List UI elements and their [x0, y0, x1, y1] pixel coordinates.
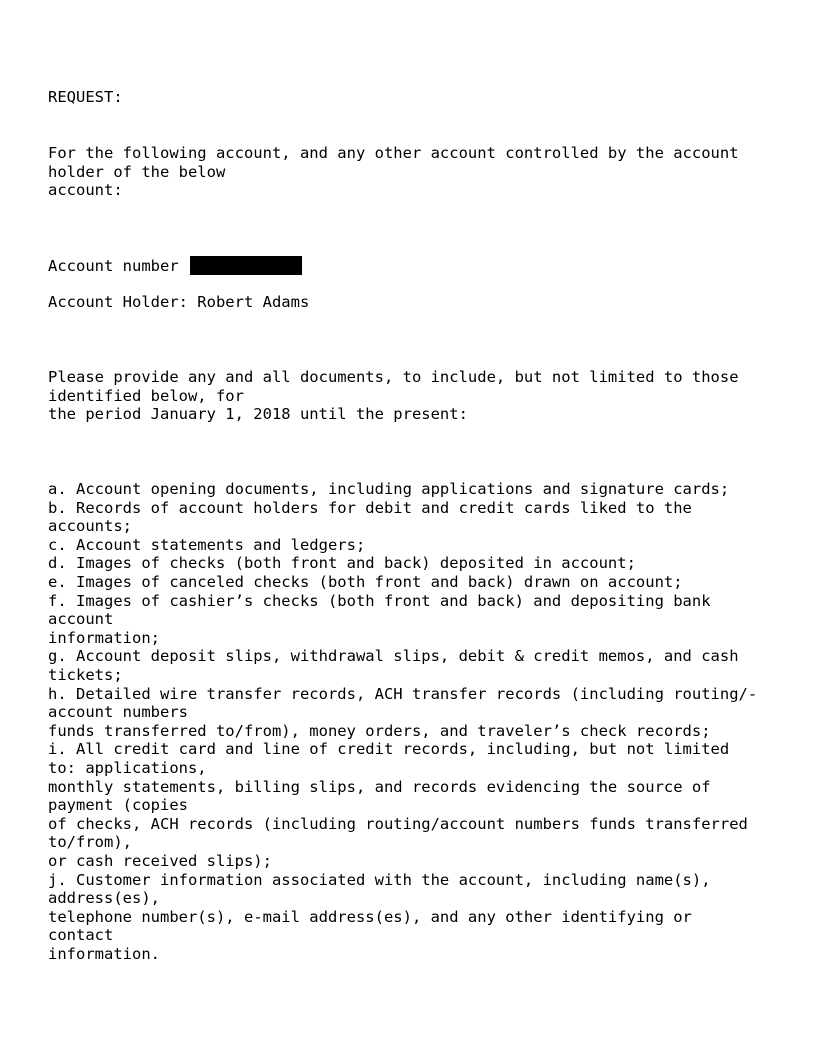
account-number-row — [48, 256, 302, 275]
list-item-line: to/from), — [48, 833, 132, 852]
account-holder: Account Holder: Robert Adams — [48, 293, 310, 311]
list-item-line: or cash received slips); — [48, 852, 272, 870]
list-item-line: of checks, ACH records (including routing/account numbers funds transferred — [48, 814, 748, 833]
list-item-line: a. Account opening documents, including applications and signature cards; — [48, 480, 730, 498]
list-item-line: j. Customer information associated with the account, including name(s), — [48, 870, 711, 889]
list-item-line: c. Account statements and ledgers; — [48, 535, 366, 554]
list-item-line: payment (copies — [48, 796, 188, 815]
intro-line: account: — [48, 181, 123, 200]
list-item-line: account — [48, 610, 114, 629]
intro-line: For the following account, and any other account controlled by the account — [48, 144, 739, 162]
list-item-line: information; — [48, 628, 160, 647]
list-item-line: to: applications, — [48, 759, 207, 777]
request-heading: REQUEST: — [48, 88, 123, 106]
list-item-line: h. Detailed wire transfer records, ACH transfer records (including routing/- — [48, 684, 758, 703]
list-item-line: i. All credit card and line of credit records, including, but not limited — [48, 740, 730, 759]
list-item-line: monthly statements, billing slips, and records evidencing the source of — [48, 777, 711, 796]
redaction-box — [190, 256, 302, 275]
list-item-line: b. Records of account holders for debit and credit cards liked to the — [48, 498, 692, 517]
list-item-line: address(es), — [48, 889, 160, 908]
account-number-label: Account number — [48, 257, 179, 275]
list-item-line: d. Images of checks (both front and back) deposited in account; — [48, 554, 636, 573]
list-item-line: contact — [48, 926, 114, 945]
request-text-line: the period January 1, 2018 until the present: — [48, 405, 468, 424]
list-item-line: g. Account deposit slips, withdrawal slips, debit & credit memos, and cash — [48, 647, 739, 666]
list-item-line: e. Images of canceled checks (both front and back) drawn on account; — [48, 573, 683, 591]
list-item-line: information. — [48, 945, 160, 963]
intro-line: holder of the below — [48, 162, 226, 181]
list-item-line: telephone number(s), e-mail address(es), and any other identifying or — [48, 907, 692, 926]
list-item-line: funds transferred to/from), money orders, and traveler’s check records; — [48, 721, 711, 740]
list-item-line: tickets; — [48, 666, 123, 684]
request-text-line: Please provide any and all documents, to include, but not limited to those — [48, 368, 739, 386]
list-item-line: f. Images of cashier’s checks (both front and back) and depositing bank — [48, 591, 711, 610]
list-item-line: account numbers — [48, 703, 188, 722]
list-item-line: accounts; — [48, 517, 132, 536]
request-text-line: identified below, for — [48, 386, 244, 405]
